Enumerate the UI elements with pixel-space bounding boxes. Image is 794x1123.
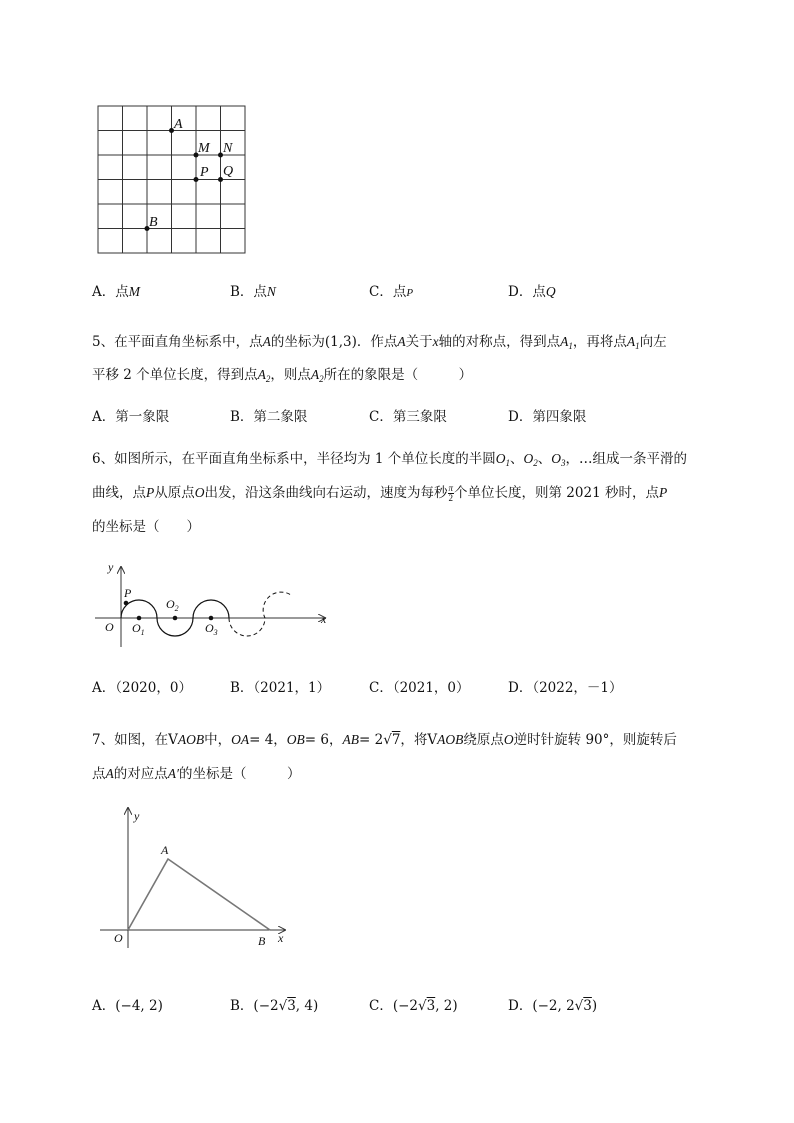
q4-option-a[interactable] [92,282,140,302]
point-p [124,601,129,606]
label-n: N [223,141,233,156]
option-letter: C． [369,284,393,300]
label-origin: O [114,931,123,945]
label-p: P [124,586,132,600]
option-text: 点 [532,284,546,300]
q7-line-2: 点A的对应点A′的坐标是（ ） [92,766,301,782]
label-a: A [161,843,169,857]
q4-option-c[interactable] [369,282,413,303]
label-m: M [198,141,210,156]
q7-option-c[interactable]: C．(−2√3, 2) [369,998,458,1014]
q7-option-b[interactable]: B．(−2√3, 4) [230,998,319,1014]
option-var: Q [545,284,556,299]
label-origin: O [105,620,114,634]
q7-option-d[interactable]: D．(−2, 2√3) [508,998,598,1014]
option-text: 点 [253,284,267,300]
q6-option-a[interactable]: A．（2020，0） [92,680,192,696]
triangle-figure [100,800,300,950]
q4-option-b[interactable] [230,282,276,302]
label-a: A [174,117,183,132]
label-o2: $O_2$ [166,597,179,613]
x-axis-label: x [321,612,327,626]
option-text: 点 [115,284,129,300]
q5-line-2: 平移 2 个单位长度，得到点$A_2$，则点$A_2$所在的象限是（ ） [92,367,473,384]
y-axis-label: y [108,560,114,574]
q6-line-2: 曲线，点P从原点O出发，沿这条曲线向右运动，速度为每秒 $\frac{\pi}{2}$ 个单位长度，则第 2021 秒时，点P [92,483,668,503]
option-var: N [266,284,276,299]
option-var: P [406,287,414,299]
option-letter: A． [92,284,116,300]
q6-option-d[interactable]: D．（2022，－1） [508,680,623,696]
point-o2 [173,616,178,621]
q5-option-c[interactable]: C．第三象限 [369,409,447,425]
point-o1 [137,616,142,621]
q5-option-d[interactable]: D．第四象限 [508,409,587,425]
q6-line-1: 6、如图所示，在平面直角坐标系中，半径均为 1 个单位长度的半圆$O_1$、$O_2$、$O_3$，…组成一条平滑的 [92,451,688,468]
q5-option-a[interactable]: A．第一象限 [92,409,170,425]
label-q: Q [223,164,234,179]
point-p [194,177,199,182]
label-o3: $O_3$ [205,621,218,637]
q7-line-1: 7、如图，在VAOB中，OA= 4，OB= 6，AB= 2√7，将VAOB绕原点O逆时针旋转 90°，则旋转后 [92,732,677,748]
x-axis-label: x [278,931,284,945]
point-o3 [209,616,214,621]
q6-option-b[interactable]: B．（2021，1） [230,680,331,696]
option-letter: B． [230,284,254,300]
fraction-pi-over-2: $\frac{\pi}{2}$ [448,483,454,503]
grid-figure [90,100,260,260]
option-letter: D． [508,284,533,300]
label-p: P [200,165,209,180]
option-text: 点 [392,284,407,300]
semicircle-curve-figure [95,555,340,655]
option-var: M [128,284,140,299]
label-o1: $O_1$ [132,621,145,637]
q6-line-3: 的坐标是（ ） [92,519,200,535]
y-axis-label: y [134,809,140,823]
q4-option-d[interactable] [508,282,556,302]
label-b: B [258,934,266,948]
q5-line-1: 5、在平面直角坐标系中，点A的坐标为(1,3)．作点A关于x轴的对称点，得到点$A_1$，再将点$A_1$向左 [92,334,667,351]
label-b: B [149,215,158,230]
q6-option-c[interactable]: C．（2021，0） [369,680,470,696]
q7-option-a[interactable]: A．(−4, 2) [92,998,163,1014]
q5-option-b[interactable]: B．第二象限 [230,409,308,425]
